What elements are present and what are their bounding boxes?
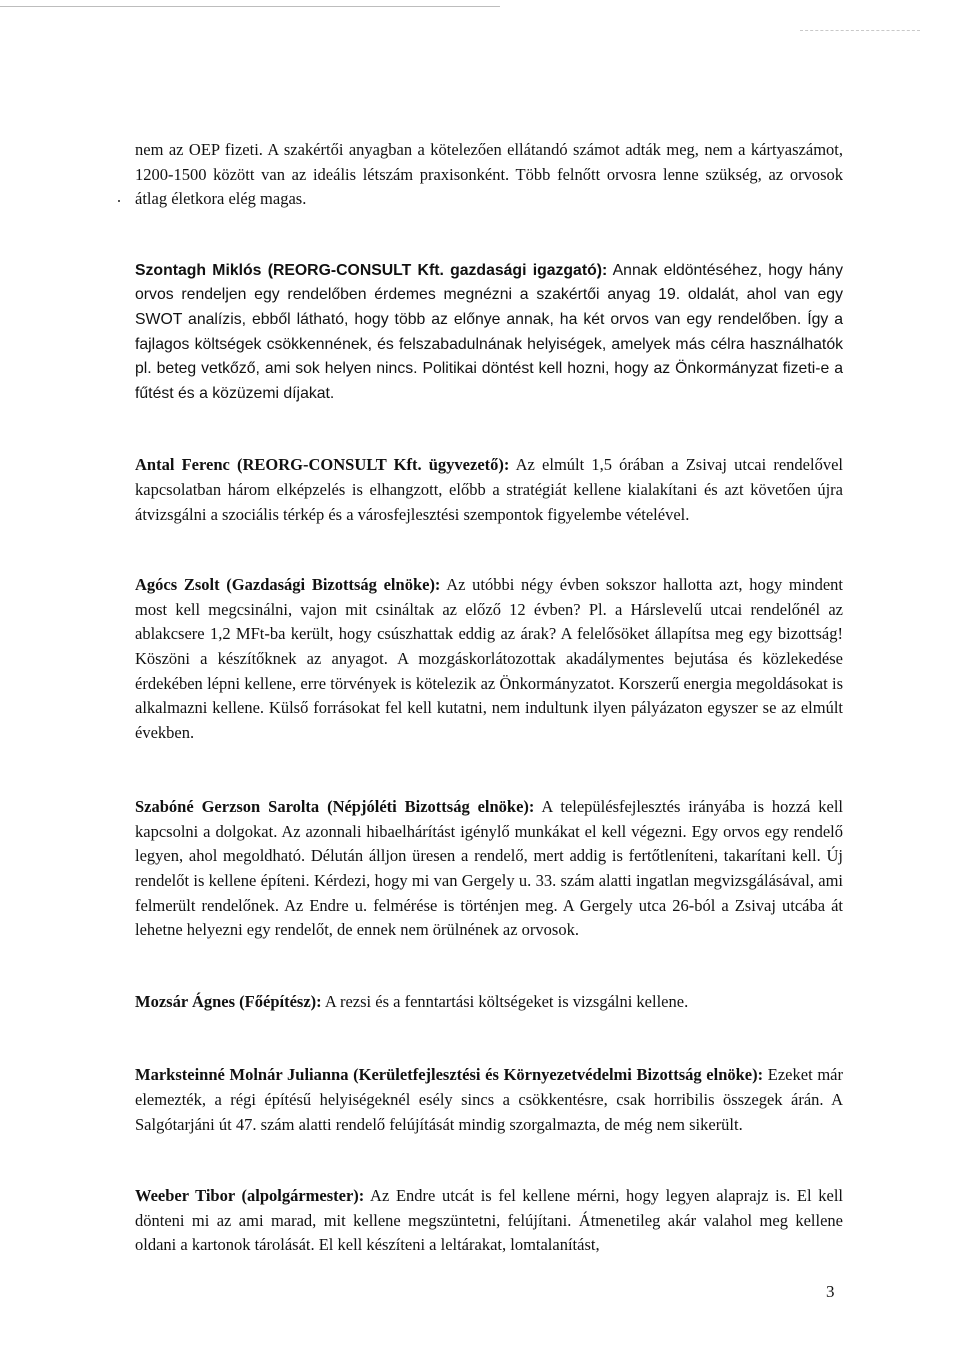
speaker-name: Weeber Tibor (alpolgármester): xyxy=(135,1186,365,1206)
speaker-name: Mozsár Ágnes (Főépítész): xyxy=(135,991,322,1011)
paragraph-4 xyxy=(135,573,843,745)
paragraph-7-text: Ezeket már elemezték, a régi építésű helyiségeknél esély sincs a csökkentésre, csak horribilis összegek árán. A Salgótarjáni út 47. szám alatti rendelő felújítását mindig szorgalmazta, de még nem sikerült. xyxy=(135,1065,843,1134)
paragraph-5 xyxy=(135,795,843,943)
speaker-name: Szabóné Gerzson Sarolta (Népjóléti Bizottság elnöke): xyxy=(135,797,535,817)
paragraph-2-text-tail: Így a fajlagos költségek csökkennének, és felszabadulnának helyiségek, amelyek más célra használhatók pl. beteg vetkőző, ami sok helyen nincs. Politikai döntést kell hozni, hogy az Önkormányzat fizeti-e a fűtést és a közüzemi díjakat. xyxy=(135,310,844,402)
scan-speck xyxy=(118,200,120,202)
paragraph-1 xyxy=(135,138,843,212)
speaker-name: Agócs Zsolt (Gazdasági Bizottság elnöke): xyxy=(135,575,441,595)
paragraph-6 xyxy=(135,990,843,1015)
speaker-name: Marksteinné Molnár Julianna (Kerületfejlesztési és Környezetvédelmi Bizottság elnöke): xyxy=(135,1065,764,1085)
paragraph-2 xyxy=(135,259,843,407)
paragraph-6-text: A rezsi és a fenntartási költségeket is vizsgálni kellene. xyxy=(321,991,689,1011)
paragraph-3 xyxy=(135,453,843,527)
paragraph-8-text: Az Endre utcát is fel kellene mérni, hogy legyen alaprajz is. El kell dönteni mi az ami marad, mit kellene megszüntetni, felújítani. Átmenetileg akár valahol meg kellene oldani a kartonok tárolását. El kell készíteni a leltárakat, lomtalanítást, xyxy=(135,1186,843,1255)
paragraph-4-text: Az utóbbi négy évben sokszor hallotta azt, hogy mindent most kell megcsinálni, vajon mit csináltak az előző 12 évben? Pl. a Hárslevelű utcai rendelőnél az ablakcsere 1,2 MFt-ba került, hogy csúszhattak eddig az árak? A felelősöket állapítsa meg egy bizottság! Köszöni a készítőknek az anyagot. A mozgáskorlátozottak akadálymentes bejutása és közlekedése érdekében lépni kellene, erre törvények is kötelezik az Önkormányzatot. Korszerű energia megoldásokat is alkalmazni kellene. Külső forrásokat fel kell kutatni, nem indultunk ilyen pályázaton egyszer se az elmúlt években. xyxy=(135,575,843,742)
paragraph-5-text: A településfejlesztés irányába is hozzá kell kapcsolni a dolgokat. Az azonnali hibaelhárítást igénylő munkákat el kell végezni. Egy orvos egy rendelő legyen, ahol megoldható. Délután álljon üresen a rendelő, mert addig is fertőtleníteni, takarítani kell. Új rendelőt is kellene építeni. Kérdezi, hogy mi van Gergely u. 33. szám alatti ingatlan megvizsgálásával, ami felmerült rendelőnek. Az Endre u. felmérése is történjen meg. A Gergely utca 26-ból a Zsivaj utcába át lehetne helyezni egy rendelőt, de ennek nem örülnének az orvosok. xyxy=(135,797,844,940)
paragraph-2-text: Annak eldöntéséhez, hogy hány orvos rendeljen egy rendelőben érdemes megnézni a szakértői anyag 19. oldalát, ahol van egy SWOT analízis, ebből látható, hogy több az előnye annak, ha két orvos van egy rendelőben. xyxy=(135,261,843,328)
speaker-name: Antal Ferenc (REORG-CONSULT Kft. ügyvezető): xyxy=(135,455,510,475)
paragraph-3-text: Az elmúlt 1,5 órában a Zsivaj utcai rendelővel kapcsolatban három elképzelés is elhangzott, előbb a stratégiát kellene kialakítani és azt követően újra átvizsgálni a szociális térkép és a városfejlesztési szempontok figyelembe vételével. xyxy=(135,455,843,524)
scan-edge-line xyxy=(0,6,500,7)
paragraph-8 xyxy=(135,1184,843,1258)
speaker-name: Szontagh Miklós (REORG-CONSULT Kft. gazdasági igazgató): xyxy=(135,261,608,279)
paragraph-1-text: nem az OEP fizeti. A szakértői anyagban a kötelezően ellátandó számot adták meg, nem a kártyaszámot, 1200-1500 között van az ideális létszám praxisonként. Több felnőtt orvosra lenne szükség, az orvosok átlag életkora elég magas. xyxy=(135,140,843,209)
page-number: 3 xyxy=(826,1282,835,1301)
document-body xyxy=(135,138,843,1258)
scan-edge-line-right xyxy=(800,30,920,31)
paragraph-7 xyxy=(135,1063,843,1137)
